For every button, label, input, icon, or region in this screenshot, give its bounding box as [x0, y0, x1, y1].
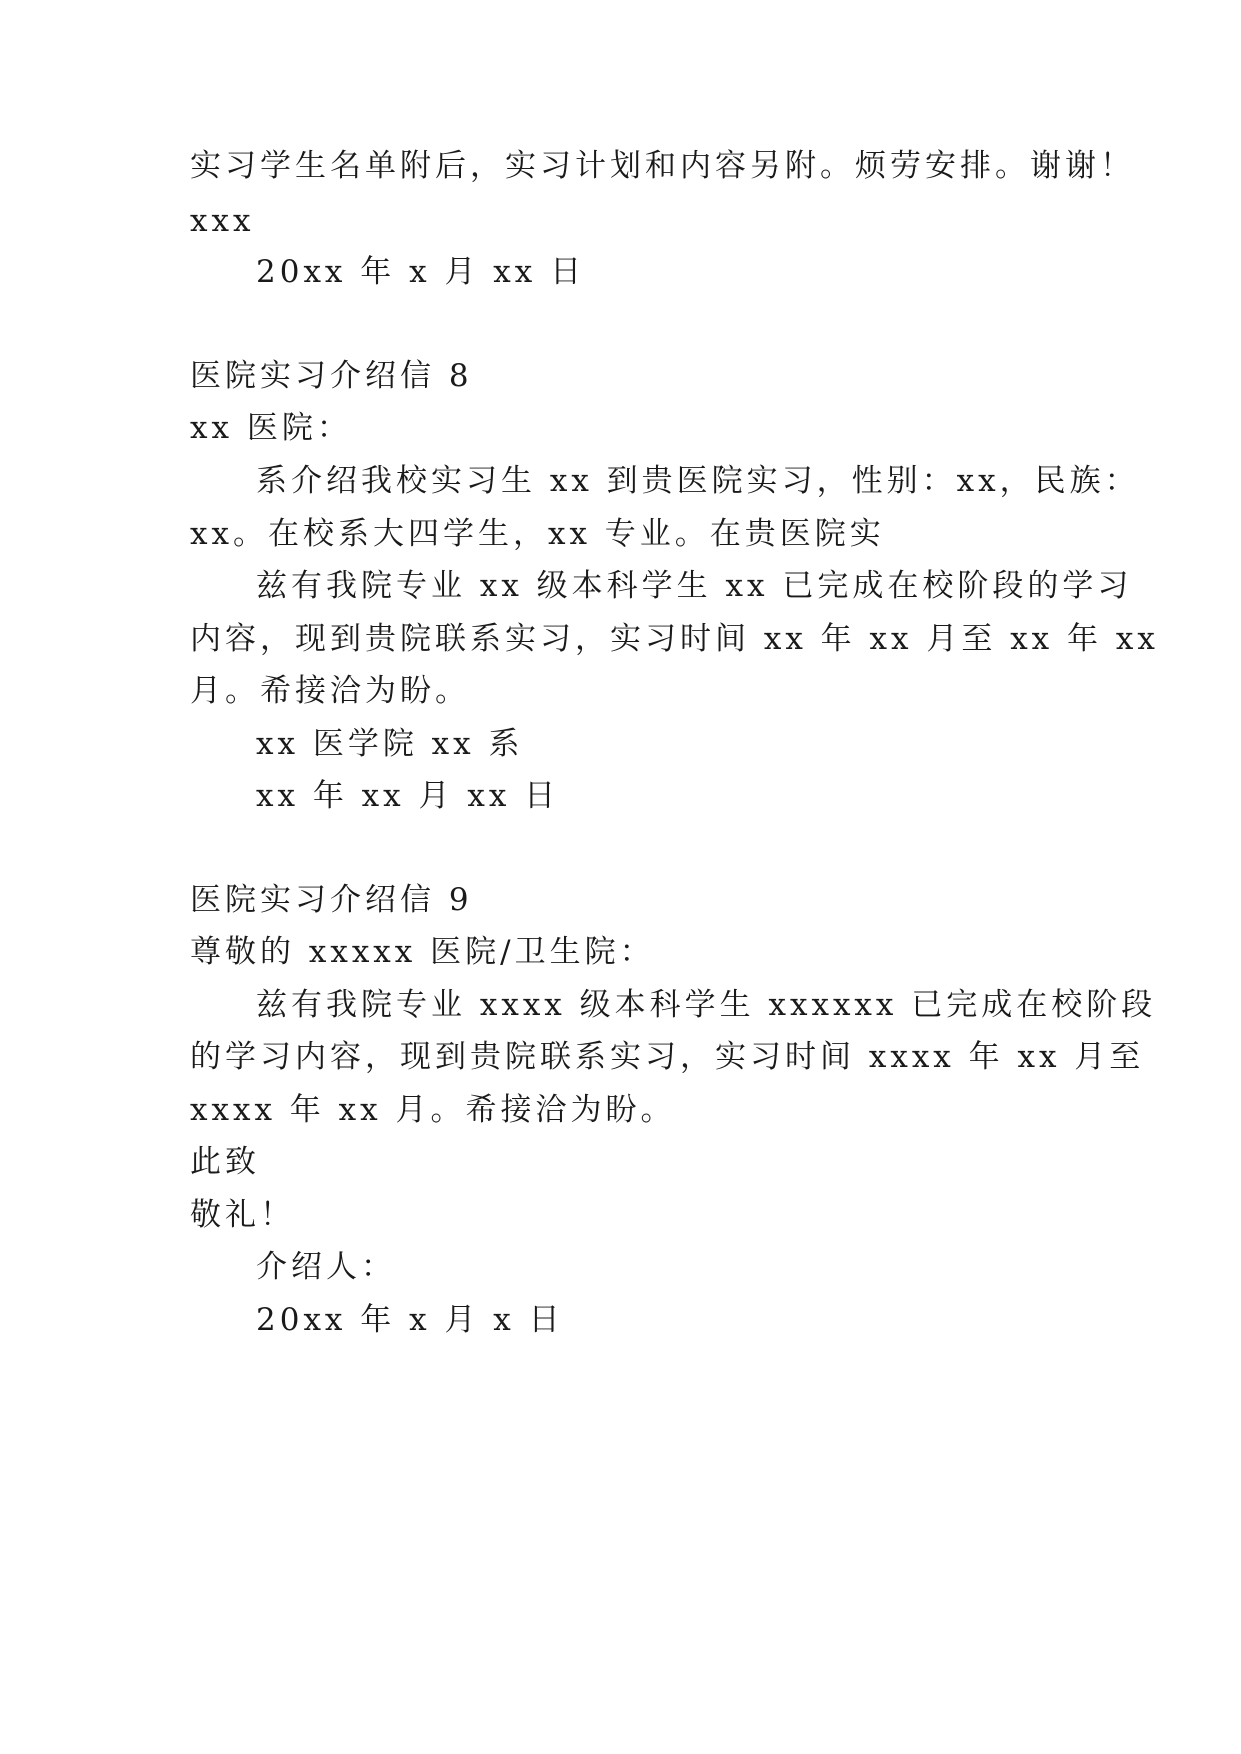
letter-9-date: 20xx 年 x 月 x 日 — [256, 1302, 564, 1338]
letter-8-signer: xx 医学院 xx 系 — [256, 726, 524, 762]
letter-8-paragraph-line: 月。希接洽为盼。 — [190, 673, 470, 709]
letter-8-title: 医院实习介绍信 8 — [190, 358, 473, 394]
letter-8-paragraph-line: 兹有我院专业 xx 级本科学生 xx 已完成在校阶段的学习 — [256, 568, 1133, 604]
letter-9-paragraph-line: xxxx 年 xx 月。希接洽为盼。 — [190, 1092, 676, 1128]
letter-9-salutation: 尊敬的 xxxxx 医院/卫生院： — [190, 934, 655, 970]
letter-9-paragraph-line: 的学习内容，现到贵院联系实习，实习时间 xxxx 年 xx 月至 — [190, 1039, 1145, 1075]
letter-8-paragraph-line: 内容，现到贵院联系实习，实习时间 xx 年 xx 月至 xx 年 xx — [190, 621, 1159, 657]
letter-9-title: 医院实习介绍信 9 — [190, 882, 473, 918]
signer-line: xxx — [190, 203, 255, 239]
letter-9-closing: 此致 — [190, 1144, 260, 1180]
letter-9-introducer: 介绍人： — [256, 1249, 396, 1285]
letter-8-paragraph-line: xx。在校系大四学生，xx 专业。在贵医院实 — [190, 516, 885, 552]
letter-8-salutation: xx 医院： — [190, 410, 352, 446]
date-line: 20xx 年 x 月 xx 日 — [256, 254, 586, 290]
text-line: 实习学生名单附后，实习计划和内容另附。烦劳安排。谢谢！ — [190, 148, 1135, 184]
letter-8-date: xx 年 xx 月 xx 日 — [256, 778, 560, 814]
letter-8-paragraph-line: 系介绍我校实习生 xx 到贵医院实习，性别：xx，民族： — [256, 463, 1140, 499]
letter-9-paragraph-line: 兹有我院专业 xxxx 级本科学生 xxxxxx 已完成在校阶段 — [256, 987, 1157, 1023]
letter-9-closing: 敬礼！ — [190, 1197, 295, 1233]
